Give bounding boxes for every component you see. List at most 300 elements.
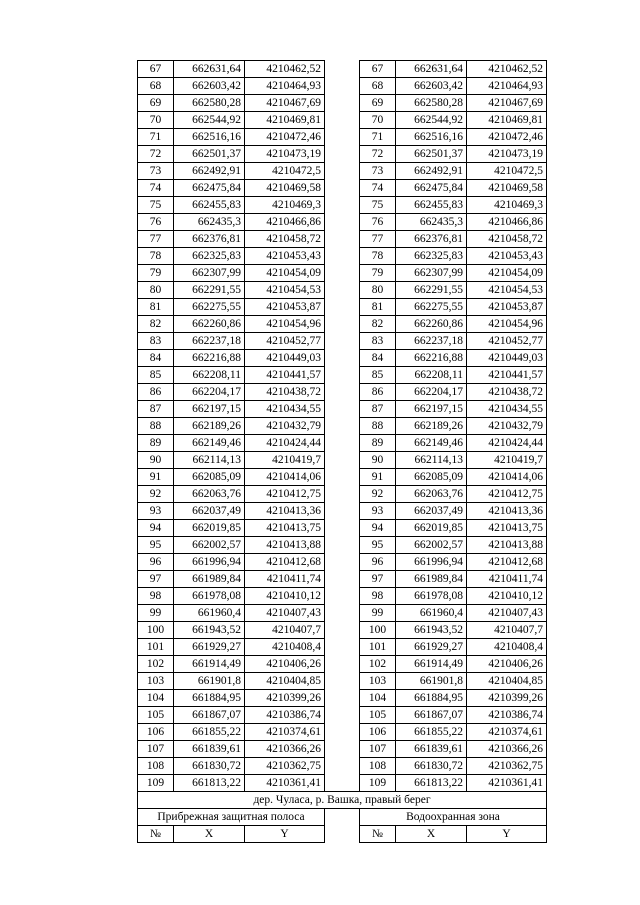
- table-row: [138, 690, 547, 707]
- left-x-value: 661839,61: [174, 741, 245, 758]
- left-x-value: 662376,81: [174, 231, 245, 248]
- table-row: [138, 299, 547, 316]
- right-point-number: 99: [360, 605, 396, 622]
- right-y-value: 4210386,74: [467, 707, 547, 724]
- left-point-number: 107: [138, 741, 174, 758]
- left-point-number: 68: [138, 78, 174, 95]
- left-x-value: 662037,49: [174, 503, 245, 520]
- left-y-value: 4210424,44: [245, 435, 325, 452]
- right-point-number: 85: [360, 367, 396, 384]
- left-point-number: 88: [138, 418, 174, 435]
- right-y-value: 4210407,7: [467, 622, 547, 639]
- right-y-value: 4210411,74: [467, 571, 547, 588]
- right-point-number: 102: [360, 656, 396, 673]
- right-x-value: 662291,55: [396, 282, 467, 299]
- column-gap: [325, 469, 360, 486]
- column-gap: [325, 129, 360, 146]
- left-y-value: 4210410,12: [245, 588, 325, 605]
- right-y-value: 4210472,46: [467, 129, 547, 146]
- left-x-value: 662260,86: [174, 316, 245, 333]
- right-y-value: 4210413,36: [467, 503, 547, 520]
- left-point-number: 91: [138, 469, 174, 486]
- table-row: [138, 214, 547, 231]
- left-point-number: 80: [138, 282, 174, 299]
- right-point-number: 78: [360, 248, 396, 265]
- table-row: [138, 163, 547, 180]
- left-y-header: Y: [245, 826, 325, 843]
- right-y-value: 4210366,26: [467, 741, 547, 758]
- table-row: [138, 316, 547, 333]
- right-y-value: 4210452,77: [467, 333, 547, 350]
- left-y-value: 4210472,46: [245, 129, 325, 146]
- table-row: [138, 129, 547, 146]
- left-point-number: 106: [138, 724, 174, 741]
- right-point-number: 77: [360, 231, 396, 248]
- left-point-number: 94: [138, 520, 174, 537]
- column-gap: [325, 571, 360, 588]
- column-gap: [325, 231, 360, 248]
- table-row: [138, 503, 547, 520]
- left-y-value: 4210412,68: [245, 554, 325, 571]
- column-gap: [325, 826, 360, 843]
- column-gap: [325, 622, 360, 639]
- left-point-number: 101: [138, 639, 174, 656]
- right-y-value: 4210406,26: [467, 656, 547, 673]
- right-x-value: 661989,84: [396, 571, 467, 588]
- left-point-number: 78: [138, 248, 174, 265]
- table-row: [138, 452, 547, 469]
- right-y-value: 4210432,79: [467, 418, 547, 435]
- left-point-number: 87: [138, 401, 174, 418]
- left-x-value: 661943,52: [174, 622, 245, 639]
- right-y-value: 4210454,53: [467, 282, 547, 299]
- left-point-number: 86: [138, 384, 174, 401]
- left-y-value: 4210454,53: [245, 282, 325, 299]
- left-point-number: 100: [138, 622, 174, 639]
- column-gap: [325, 61, 360, 78]
- column-gap: [325, 367, 360, 384]
- left-point-number: 108: [138, 758, 174, 775]
- right-y-value: 4210419,7: [467, 452, 547, 469]
- right-x-value: 662002,57: [396, 537, 467, 554]
- table-row: [138, 656, 547, 673]
- right-y-value: 4210453,43: [467, 248, 547, 265]
- left-y-value: 4210469,81: [245, 112, 325, 129]
- right-y-value: 4210454,09: [467, 265, 547, 282]
- left-y-value: 4210432,79: [245, 418, 325, 435]
- left-point-number: 95: [138, 537, 174, 554]
- column-gap: [325, 78, 360, 95]
- column-gap: [325, 163, 360, 180]
- right-point-number: 68: [360, 78, 396, 95]
- left-x-value: 661996,94: [174, 554, 245, 571]
- column-gap: [325, 265, 360, 282]
- table-row: [138, 775, 547, 792]
- right-x-value: 661901,8: [396, 673, 467, 690]
- left-point-number: 103: [138, 673, 174, 690]
- table-row: [138, 435, 547, 452]
- left-point-number: 74: [138, 180, 174, 197]
- left-y-value: 4210434,55: [245, 401, 325, 418]
- column-gap: [325, 775, 360, 792]
- left-y-value: 4210453,87: [245, 299, 325, 316]
- table-row: [138, 231, 547, 248]
- table-row: [138, 61, 547, 78]
- right-x-value: 661867,07: [396, 707, 467, 724]
- table-row: [138, 384, 547, 401]
- left-x-value: 662603,42: [174, 78, 245, 95]
- right-y-header: Y: [467, 826, 547, 843]
- left-x-value: 662085,09: [174, 469, 245, 486]
- left-point-number: 89: [138, 435, 174, 452]
- right-point-number: 88: [360, 418, 396, 435]
- right-point-number: 67: [360, 61, 396, 78]
- table-row: [138, 554, 547, 571]
- right-point-number: 73: [360, 163, 396, 180]
- left-x-value: 662325,83: [174, 248, 245, 265]
- table-row: [138, 350, 547, 367]
- left-y-value: 4210411,74: [245, 571, 325, 588]
- right-x-value: 662307,99: [396, 265, 467, 282]
- table-row: [138, 605, 547, 622]
- column-gap: [325, 741, 360, 758]
- table-row: [138, 248, 547, 265]
- table-row: [138, 486, 547, 503]
- right-point-number: 107: [360, 741, 396, 758]
- right-y-value: 4210472,5: [467, 163, 547, 180]
- right-x-value: 662475,84: [396, 180, 467, 197]
- left-y-value: 4210413,36: [245, 503, 325, 520]
- right-x-value: 662149,46: [396, 435, 467, 452]
- left-point-number: 93: [138, 503, 174, 520]
- right-x-value: 662435,3: [396, 214, 467, 231]
- column-gap: [325, 95, 360, 112]
- table-row: [138, 265, 547, 282]
- left-x-value: 662208,11: [174, 367, 245, 384]
- left-y-value: 4210414,06: [245, 469, 325, 486]
- column-gap: [325, 639, 360, 656]
- left-x-value: 661960,4: [174, 605, 245, 622]
- right-num-header: №: [360, 826, 396, 843]
- table-row: [138, 622, 547, 639]
- left-y-value: 4210413,75: [245, 520, 325, 537]
- coordinates-table: [137, 60, 547, 843]
- left-y-value: 4210366,26: [245, 741, 325, 758]
- left-x-value: 661867,07: [174, 707, 245, 724]
- right-y-value: 4210441,57: [467, 367, 547, 384]
- left-x-value: 662063,76: [174, 486, 245, 503]
- left-y-value: 4210404,85: [245, 673, 325, 690]
- right-point-number: 81: [360, 299, 396, 316]
- right-x-value: 662208,11: [396, 367, 467, 384]
- column-gap: [325, 452, 360, 469]
- right-x-value: 662260,86: [396, 316, 467, 333]
- right-point-number: 94: [360, 520, 396, 537]
- left-x-value: 661901,8: [174, 673, 245, 690]
- left-point-number: 72: [138, 146, 174, 163]
- right-point-number: 101: [360, 639, 396, 656]
- left-point-number: 82: [138, 316, 174, 333]
- left-y-value: 4210362,75: [245, 758, 325, 775]
- table-row: [138, 112, 547, 129]
- right-point-number: 106: [360, 724, 396, 741]
- left-point-number: 90: [138, 452, 174, 469]
- left-x-value: 662492,91: [174, 163, 245, 180]
- right-y-value: 4210466,86: [467, 214, 547, 231]
- right-point-number: 84: [360, 350, 396, 367]
- table-row: [138, 707, 547, 724]
- left-y-value: 4210406,26: [245, 656, 325, 673]
- right-y-value: 4210469,58: [467, 180, 547, 197]
- left-y-value: 4210407,43: [245, 605, 325, 622]
- right-point-number: 105: [360, 707, 396, 724]
- right-point-number: 108: [360, 758, 396, 775]
- right-y-value: 4210454,96: [467, 316, 547, 333]
- column-gap: [325, 197, 360, 214]
- left-x-value: 661978,08: [174, 588, 245, 605]
- right-point-number: 74: [360, 180, 396, 197]
- right-zone-title: Водоохранная зона: [360, 809, 547, 826]
- column-gap: [325, 112, 360, 129]
- zone-titles-row: [138, 809, 547, 826]
- right-x-value: 662580,28: [396, 95, 467, 112]
- right-y-value: 4210462,52: [467, 61, 547, 78]
- left-zone-title: Прибрежная защитная полоса: [138, 809, 325, 826]
- right-x-value: 661830,72: [396, 758, 467, 775]
- right-x-value: 662197,15: [396, 401, 467, 418]
- right-y-value: 4210412,75: [467, 486, 547, 503]
- left-point-number: 76: [138, 214, 174, 231]
- table-row: [138, 639, 547, 656]
- left-x-value: 661884,95: [174, 690, 245, 707]
- left-point-number: 70: [138, 112, 174, 129]
- column-gap: [325, 809, 360, 826]
- left-point-number: 98: [138, 588, 174, 605]
- left-x-value: 662002,57: [174, 537, 245, 554]
- column-gap: [325, 758, 360, 775]
- left-y-value: 4210449,03: [245, 350, 325, 367]
- left-point-number: 102: [138, 656, 174, 673]
- right-point-number: 87: [360, 401, 396, 418]
- left-y-value: 4210472,5: [245, 163, 325, 180]
- right-x-value: 662516,16: [396, 129, 467, 146]
- left-x-value: 662580,28: [174, 95, 245, 112]
- right-y-value: 4210412,68: [467, 554, 547, 571]
- left-point-number: 67: [138, 61, 174, 78]
- right-point-number: 89: [360, 435, 396, 452]
- left-x-value: 662275,55: [174, 299, 245, 316]
- column-gap: [325, 299, 360, 316]
- column-gap: [325, 435, 360, 452]
- right-x-value: 662037,49: [396, 503, 467, 520]
- right-y-value: 4210469,81: [467, 112, 547, 129]
- table-row: [138, 469, 547, 486]
- left-y-value: 4210458,72: [245, 231, 325, 248]
- right-x-value: 662237,18: [396, 333, 467, 350]
- right-point-number: 82: [360, 316, 396, 333]
- left-x-value: 661929,27: [174, 639, 245, 656]
- right-x-value: 662501,37: [396, 146, 467, 163]
- right-point-number: 97: [360, 571, 396, 588]
- left-point-number: 79: [138, 265, 174, 282]
- right-x-value: 662603,42: [396, 78, 467, 95]
- right-point-number: 98: [360, 588, 396, 605]
- left-point-number: 71: [138, 129, 174, 146]
- table-row: [138, 724, 547, 741]
- column-gap: [325, 486, 360, 503]
- column-headers-row: [138, 826, 547, 843]
- table-row: [138, 180, 547, 197]
- left-y-value: 4210441,57: [245, 367, 325, 384]
- right-point-number: 91: [360, 469, 396, 486]
- left-y-value: 4210452,77: [245, 333, 325, 350]
- right-point-number: 90: [360, 452, 396, 469]
- right-x-value: 661855,22: [396, 724, 467, 741]
- right-point-number: 86: [360, 384, 396, 401]
- left-y-value: 4210469,3: [245, 197, 325, 214]
- right-x-value: 662189,26: [396, 418, 467, 435]
- right-point-number: 92: [360, 486, 396, 503]
- column-gap: [325, 333, 360, 350]
- table-row: [138, 537, 547, 554]
- right-x-value: 662275,55: [396, 299, 467, 316]
- left-x-value: 662204,17: [174, 384, 245, 401]
- right-point-number: 80: [360, 282, 396, 299]
- table-row: [138, 673, 547, 690]
- right-x-value: 661884,95: [396, 690, 467, 707]
- right-y-value: 4210469,3: [467, 197, 547, 214]
- left-x-value: 662501,37: [174, 146, 245, 163]
- right-y-value: 4210473,19: [467, 146, 547, 163]
- column-gap: [325, 537, 360, 554]
- left-x-value: 661830,72: [174, 758, 245, 775]
- left-point-number: 105: [138, 707, 174, 724]
- right-x-value: 661839,61: [396, 741, 467, 758]
- left-y-value: 4210462,52: [245, 61, 325, 78]
- left-x-value: 662475,84: [174, 180, 245, 197]
- left-x-value: 662216,88: [174, 350, 245, 367]
- right-point-number: 75: [360, 197, 396, 214]
- left-y-value: 4210407,7: [245, 622, 325, 639]
- right-y-value: 4210467,69: [467, 95, 547, 112]
- left-point-number: 84: [138, 350, 174, 367]
- left-point-number: 75: [138, 197, 174, 214]
- right-y-value: 4210458,72: [467, 231, 547, 248]
- left-y-value: 4210374,61: [245, 724, 325, 741]
- right-point-number: 83: [360, 333, 396, 350]
- left-point-number: 85: [138, 367, 174, 384]
- left-point-number: 69: [138, 95, 174, 112]
- left-point-number: 81: [138, 299, 174, 316]
- right-y-value: 4210362,75: [467, 758, 547, 775]
- right-x-value: 661960,4: [396, 605, 467, 622]
- left-point-number: 96: [138, 554, 174, 571]
- left-x-value: 662197,15: [174, 401, 245, 418]
- right-y-value: 4210453,87: [467, 299, 547, 316]
- column-gap: [325, 418, 360, 435]
- table-row: [138, 367, 547, 384]
- left-num-header: №: [138, 826, 174, 843]
- right-point-number: 109: [360, 775, 396, 792]
- right-y-value: 4210414,06: [467, 469, 547, 486]
- right-y-value: 4210438,72: [467, 384, 547, 401]
- left-point-number: 97: [138, 571, 174, 588]
- left-x-value: 662544,92: [174, 112, 245, 129]
- left-y-value: 4210454,96: [245, 316, 325, 333]
- right-y-value: 4210464,93: [467, 78, 547, 95]
- right-x-value: 662216,88: [396, 350, 467, 367]
- left-x-value: 662291,55: [174, 282, 245, 299]
- right-point-number: 95: [360, 537, 396, 554]
- right-y-value: 4210410,12: [467, 588, 547, 605]
- left-y-value: 4210413,88: [245, 537, 325, 554]
- right-y-value: 4210413,75: [467, 520, 547, 537]
- right-y-value: 4210434,55: [467, 401, 547, 418]
- left-y-value: 4210454,09: [245, 265, 325, 282]
- left-point-number: 99: [138, 605, 174, 622]
- left-point-number: 92: [138, 486, 174, 503]
- right-x-value: 661978,08: [396, 588, 467, 605]
- right-point-number: 96: [360, 554, 396, 571]
- left-x-value: 662237,18: [174, 333, 245, 350]
- left-x-value: 662114,13: [174, 452, 245, 469]
- right-point-number: 71: [360, 129, 396, 146]
- left-x-header: X: [174, 826, 245, 843]
- right-point-number: 69: [360, 95, 396, 112]
- left-y-value: 4210386,74: [245, 707, 325, 724]
- column-gap: [325, 520, 360, 537]
- column-gap: [325, 554, 360, 571]
- left-x-value: 661914,49: [174, 656, 245, 673]
- left-y-value: 4210469,58: [245, 180, 325, 197]
- left-x-value: 661855,22: [174, 724, 245, 741]
- left-x-value: 661989,84: [174, 571, 245, 588]
- right-x-value: 661813,22: [396, 775, 467, 792]
- column-gap: [325, 282, 360, 299]
- left-point-number: 83: [138, 333, 174, 350]
- right-point-number: 103: [360, 673, 396, 690]
- table-row: [138, 282, 547, 299]
- table-row: [138, 520, 547, 537]
- column-gap: [325, 588, 360, 605]
- table-row: [138, 146, 547, 163]
- table-row: [138, 95, 547, 112]
- left-y-value: 4210419,7: [245, 452, 325, 469]
- column-gap: [325, 605, 360, 622]
- left-point-number: 77: [138, 231, 174, 248]
- right-x-value: 662631,64: [396, 61, 467, 78]
- right-x-value: 661996,94: [396, 554, 467, 571]
- right-x-value: 662085,09: [396, 469, 467, 486]
- right-x-value: 662114,13: [396, 452, 467, 469]
- right-x-value: 662063,76: [396, 486, 467, 503]
- left-x-value: 662435,3: [174, 214, 245, 231]
- right-point-number: 72: [360, 146, 396, 163]
- left-x-value: 662455,83: [174, 197, 245, 214]
- right-x-value: 662325,83: [396, 248, 467, 265]
- column-gap: [325, 248, 360, 265]
- section-caption: дер. Чуласа, р. Вашка, правый берег: [138, 792, 547, 809]
- right-y-value: 4210413,88: [467, 537, 547, 554]
- right-x-value: 661929,27: [396, 639, 467, 656]
- right-x-value: 662019,85: [396, 520, 467, 537]
- left-point-number: 109: [138, 775, 174, 792]
- column-gap: [325, 316, 360, 333]
- right-point-number: 79: [360, 265, 396, 282]
- table-footer: [138, 792, 547, 843]
- column-gap: [325, 146, 360, 163]
- right-x-value: 662204,17: [396, 384, 467, 401]
